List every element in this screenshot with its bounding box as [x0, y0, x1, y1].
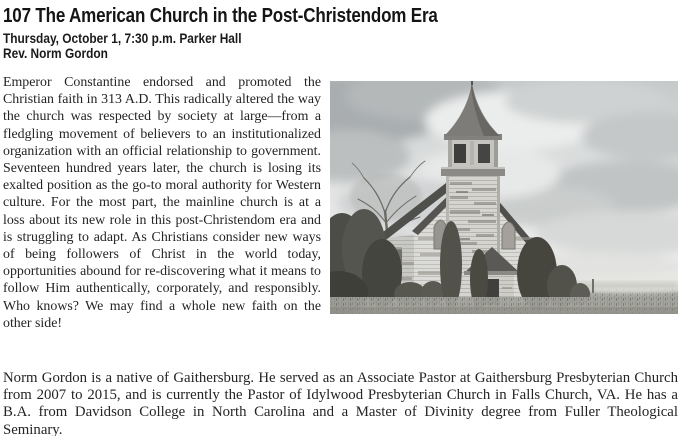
- church-photo: [330, 81, 678, 314]
- session-title: 107 The American Church in the Post-Christendom Era: [3, 5, 438, 27]
- speaker-bio: Norm Gordon is a native of Gaithersburg. He served as an Associate Pastor at Gaithersburg Presbyterian Church from 2007 to 2015, and is currently the Pastor of Idylwood Presbyterian Church in Falls Church, VA. He has a B.A. from Davidson College in North Carolina and a Master of Divinity degree from Fuller Theological Seminary.: [3, 370, 678, 436]
- session-subhead: [3, 31, 577, 61]
- church-photo-illustration: [330, 81, 678, 314]
- session-description: Emperor Constantine endorsed and promoted the Christian faith in 313 A.D. This radically altered the way the church was respected by society at large—from a fledgling movement of believers to an institutionalized organization with an official relationship to government. Seventeen hundred years later, the church is losing its exalted position as the go-to moral authority for Western culture. For the most part, the mainline church is at a loss about its new role in this post-Christendom era and is struggling to adapt. As Christians consider new ways of being followers of Christ in the world today, opportunities abound for re-discovering what it means to follow Him authentically, corporately, and responsibly. Who knows? We may find a whole new faith on the other side!: [3, 75, 321, 331]
- session-schedule: Thursday, October 1, 7:30 p.m. Parker Hall: [3, 30, 242, 46]
- content-row: [3, 74, 678, 361]
- session-speaker: Rev. Norm Gordon: [3, 45, 108, 61]
